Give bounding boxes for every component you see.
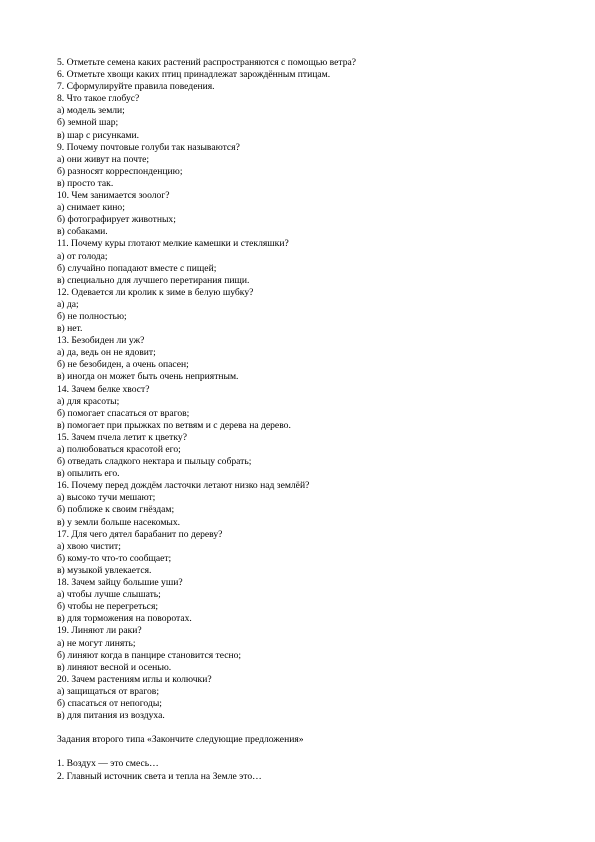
- text-line: 6. Отметьте хвощи каких птиц принадлежат зарождённым птицам.: [57, 69, 331, 81]
- text-line: 13. Безобиден ли уж?: [57, 335, 145, 347]
- text-line: 20. Зачем растениям иглы и колючки?: [57, 673, 212, 685]
- text-line: в) музыкой увлекается.: [57, 564, 152, 576]
- text-line: 16. Почему перед дождём ласточки летают низко над землёй?: [57, 480, 310, 492]
- text-line: в) у земли больше насекомых.: [57, 516, 181, 528]
- text-line: б) фотографирует животных;: [57, 214, 176, 226]
- text-line: а) высоко тучи мешают;: [57, 492, 156, 504]
- text-line: а) да;: [57, 298, 79, 310]
- text-line: в) собаками.: [57, 226, 108, 238]
- text-line: 1. Воздух — это смесь…: [57, 758, 159, 770]
- text-line: а) да, ведь он не ядовит;: [57, 347, 156, 359]
- text-line: 11. Почему куры глотают мелкие камешки и стекляшки?: [57, 238, 289, 250]
- text-line: а) они живут на почте;: [57, 153, 150, 165]
- text-line: б) линяют когда в панцире становится тесно;: [57, 649, 242, 661]
- text-line: в) для торможения на поворотах.: [57, 613, 192, 625]
- text-line: 15. Зачем пчела летит к цветку?: [57, 431, 187, 443]
- text-line: б) спасаться от непогоды;: [57, 697, 162, 709]
- text-line: в) линяют весной и осенью.: [57, 661, 172, 673]
- text-line: б) не безобиден, а очень опасен;: [57, 359, 189, 371]
- document-page: [57, 57, 557, 783]
- text-line: в) специально для лучшего перетирания пищи.: [57, 274, 250, 286]
- text-line: Задания второго типа «Закончите следующие предложения»: [57, 734, 304, 746]
- text-line: а) от голода;: [57, 250, 108, 262]
- text-line: 7. Сформулируйте правила поведения.: [57, 81, 215, 93]
- text-line: а) чтобы лучше слышать;: [57, 589, 161, 601]
- text-line: а) не могут линять;: [57, 637, 136, 649]
- text-line: 19. Линяют ли раки?: [57, 625, 142, 637]
- text-line: а) снимает кино;: [57, 202, 125, 214]
- text-line: 12. Одевается ли кролик к зиме в белую шубку?: [57, 286, 254, 298]
- text-line: 2. Главный источник света и тепла на Земле это…: [57, 770, 262, 782]
- text-line: б) помогает спасаться от врагов;: [57, 407, 190, 419]
- text-line: 14. Зачем белке хвост?: [57, 383, 150, 395]
- text-line: в) нет.: [57, 323, 83, 335]
- text-line: 18. Зачем зайцу большие уши?: [57, 577, 183, 589]
- text-line: а) полюбоваться красотой его;: [57, 444, 181, 455]
- text-line: в) опылить его.: [57, 468, 120, 480]
- text-line: б) случайно попадают вместе с пищей;: [57, 262, 217, 274]
- text-line: в) помогает при прыжках по ветвям и с дерева на дерево.: [57, 419, 291, 431]
- text-line: в) просто так.: [57, 177, 114, 189]
- text-line: 17. Для чего дятел барабанит по дереву?: [57, 528, 223, 540]
- text-line: 9. Почему почтовые голуби так называются?: [57, 141, 240, 153]
- text-line: в) шар с рисунками.: [57, 129, 139, 141]
- text-line: 5. Отметьте семена каких растений распространяются с помощью ветра?: [57, 57, 357, 68]
- text-line: б) земной шар;: [57, 117, 119, 129]
- text-line: а) хвою чистит;: [57, 540, 121, 552]
- text-line: б) чтобы не перегреться;: [57, 601, 159, 613]
- text-line: б) поближе к своим гнёздам;: [57, 504, 175, 516]
- text-line: а) модель земли;: [57, 105, 125, 117]
- text-line: 10. Чем занимается зоолог?: [57, 190, 170, 202]
- text-line: б) отведать сладкого нектара и пыльцу собрать;: [57, 456, 252, 468]
- text-line: 8. Что такое глобус?: [57, 93, 140, 105]
- blank-line: [57, 722, 557, 734]
- text-line: а) защищаться от врагов;: [57, 685, 159, 697]
- text-line: а) для красоты;: [57, 395, 120, 407]
- text-line: б) разносят корреспонденцию;: [57, 165, 183, 177]
- text-line: в) иногда он может быть очень неприятным.: [57, 371, 239, 383]
- blank-line: [57, 746, 557, 758]
- text-line: в) для питания из воздуха.: [57, 710, 165, 722]
- text-line: б) не полностью;: [57, 310, 127, 322]
- text-line: б) кому-то что-то сообщает;: [57, 552, 172, 564]
